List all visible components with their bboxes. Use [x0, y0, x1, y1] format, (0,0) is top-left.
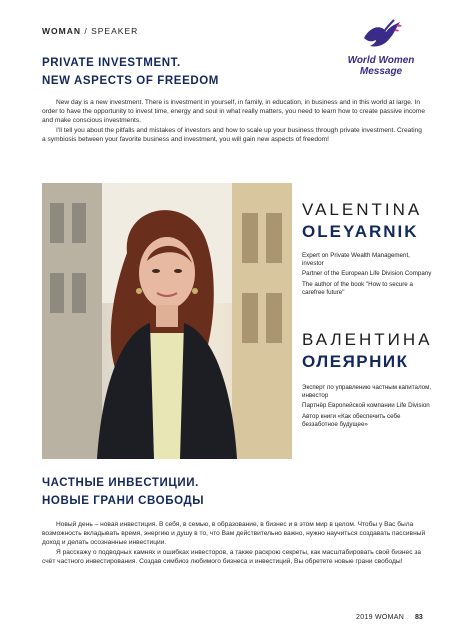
article-title-en	[42, 54, 219, 90]
article-title-en-line2: NEW ASPECTS OF FREEDOM	[42, 75, 219, 87]
article-body-en-paragraph-2: I'll tell you about the pitfalls and mistakes of investors and how to scale up your business through private investment. Creating a symbiosis between your favorite business and investment, you will gain new aspects of freedom!	[42, 126, 422, 143]
article-body-ru-paragraph-2: Я расскажу о подводных камнях и ошибках инвесторов, а также раскрою секреты, как масштабировать свой бизнес за счёт частного инвестирования. Создав симбиоз любимого бизнеса и инвестиций, Вы обретете новые грани свободы!	[42, 548, 422, 565]
section-tag-separator: /	[81, 26, 92, 36]
speaker-role-en-2: Partner of the European Life Division Company	[302, 270, 432, 278]
article-title-ru	[42, 474, 204, 510]
speaker-role-ru-1: Эксперт по управлению частным капиталом, инвестор	[302, 384, 432, 400]
article-body-en	[42, 98, 426, 144]
speaker-role-en-1: Expert on Private Wealth Management, investor	[302, 252, 410, 268]
speaker-role-ru-2: Партнёр Европейской компании Life Division	[302, 402, 430, 410]
speaker-credentials-ru	[302, 384, 432, 431]
logo-text-line2: Message	[359, 66, 403, 77]
dove-icon	[360, 18, 404, 54]
article-body-ru	[42, 520, 426, 566]
article-title-ru-line1: ЧАСТНЫЕ ИНВЕСТИЦИИ.	[42, 477, 199, 489]
footer-issue-label: 2019 WOMAN	[356, 614, 405, 621]
section-tag-sub: SPEAKER	[91, 26, 139, 36]
speaker-first-name-en: VALENTINA	[302, 200, 423, 219]
speaker-role-en-3: The author of the book "How to secure a carefree future"	[302, 280, 413, 296]
section-tag	[42, 26, 138, 36]
speaker-photo	[42, 183, 292, 459]
article-title-ru-line2: НОВЫЕ ГРАНИ СВОБОДЫ	[42, 495, 205, 507]
article-body-en-paragraph-1: New day is a new investment. There is investment in yourself, in family, in education, in business and in this world at large. In order to have the opportunity to invest time, energy and soul in what really matters, you need to learn how to create passive income and make conscious investments.	[42, 99, 426, 125]
logo-text-line1: World Women	[347, 55, 415, 66]
footer-page-number: 83	[415, 614, 423, 621]
speaker-role-ru-3: Автор книги «Как обеспечить себе беззаботное будущее»	[302, 412, 401, 428]
article-body-ru-paragraph-1: Новый день – новая инвестиция. В себя, в семью, в образование, в бизнес и в этом мир в целом. Чтобы у Вас была возможность вкладывать время, энергию и душу в то, что Вам действительно важно, нужно научиться создавать пассивный доход и делать осознанные инвестиции.	[42, 521, 426, 547]
article-title-en-line1: PRIVATE INVESTMENT.	[42, 57, 181, 69]
speaker-credentials-en	[302, 252, 432, 299]
speaker-first-name-ru: ВАЛЕНТИНА	[302, 330, 433, 349]
world-women-message-logo	[338, 18, 424, 84]
section-tag-main: WOMAN	[42, 26, 81, 36]
speaker-last-name-ru: ОЛЕЯРНИК	[302, 352, 409, 371]
speaker-last-name-en: OLEYARNIK	[302, 222, 419, 241]
